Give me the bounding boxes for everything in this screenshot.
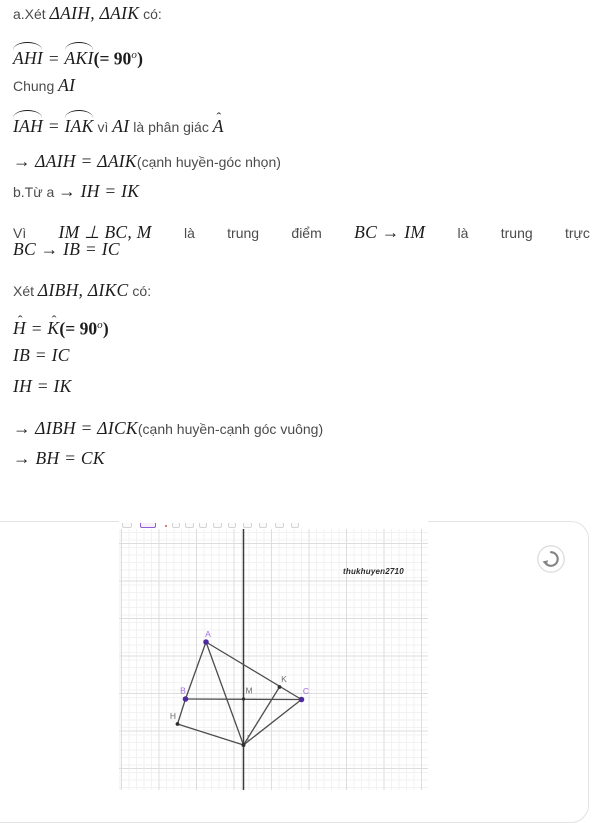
point-I[interactable] (242, 743, 246, 747)
point-K[interactable] (278, 685, 282, 689)
point-C[interactable] (299, 697, 305, 703)
toolbar-icon-fragment (243, 523, 252, 528)
segment-BH (178, 699, 186, 724)
text-run: (= 90 (59, 318, 98, 339)
text-run: IB = IC (13, 345, 70, 365)
point-H[interactable] (176, 722, 180, 726)
widehat-angle: IAK (64, 116, 94, 136)
line-bh-eq-ck (13, 447, 105, 470)
point-label-A: A (205, 629, 211, 639)
segment-CI (244, 700, 302, 746)
text-run: → BH = CK (13, 448, 105, 468)
toolbar-icon-fragment-selected (140, 523, 156, 528)
line-bc-ib-ic (13, 238, 120, 261)
point-label-M: M (245, 685, 253, 696)
line-ahi-aki-90 (13, 44, 143, 67)
point-label-K: K (281, 674, 287, 684)
segment-AI (206, 642, 244, 745)
point-B[interactable] (183, 696, 189, 702)
text-run: ΔIBH, ΔIKC (37, 280, 129, 300)
text-run: a.Xét (13, 6, 50, 22)
text-run: là (457, 225, 469, 241)
text-run: b.Từ a (13, 184, 59, 200)
point-label-H: H (169, 711, 177, 721)
toolbar-icon-fragment (185, 523, 194, 528)
point-M[interactable] (242, 697, 245, 700)
text-run: → IH = IK (58, 181, 140, 201)
text-run: AI (58, 75, 76, 95)
hat-letter: ˆ A (213, 115, 224, 138)
text-run: có: (128, 283, 152, 299)
toolbar-icon-fragment (199, 523, 207, 528)
refresh-icon (537, 545, 565, 573)
text-run: o (131, 49, 138, 61)
widehat-angle: IAH (13, 116, 44, 136)
segment-HI (178, 724, 244, 745)
text-run: là phân giác (129, 119, 213, 135)
text-run: (= 90 (93, 48, 132, 69)
toolbar-icon-fragment (172, 523, 180, 528)
toolbar-icon-fragment (275, 523, 284, 528)
text-run: ΔAIH, ΔAIK (49, 3, 140, 23)
text-run: AI (112, 116, 130, 136)
geometry-canvas[interactable] (119, 529, 428, 790)
toolbar-icon-fragment (122, 523, 132, 528)
point-label-C: C (302, 686, 310, 696)
line-aih-eq-aik (13, 150, 281, 173)
segment-AB (186, 642, 207, 699)
text-run: trung (227, 225, 260, 241)
point-label-I: I (246, 733, 250, 743)
toolbar-icon-fragment (259, 523, 267, 528)
text-run: là (183, 225, 195, 241)
hat-letter: ˆ K (47, 317, 59, 340)
toolbar-icon-fragment (213, 523, 222, 528)
text-run: trung (500, 225, 533, 241)
word-group (354, 221, 425, 245)
text-run: ) (102, 318, 109, 339)
toolbar-icon-fragment (165, 525, 167, 527)
text-run: có: (139, 6, 162, 22)
word-group (501, 222, 533, 245)
line-b-tu-a (13, 180, 139, 203)
watermark: thukhuyen2710 (343, 567, 404, 576)
text-run: = (43, 48, 65, 69)
hat-letter: ˆ H (13, 317, 26, 340)
text-run: điểm (291, 225, 322, 241)
word-group (184, 222, 195, 245)
toolbar-icon-fragment (228, 523, 236, 528)
line-ib-eq-ic (13, 344, 70, 367)
text-run: → ΔIBH = ΔICK (13, 418, 138, 438)
text-run: BC → IM (354, 222, 426, 242)
text-run: → ΔAIH = ΔAIK (13, 151, 137, 171)
applet-toolbar-cutoff (119, 521, 428, 529)
text-run: BC → IB = IC (13, 239, 120, 259)
toolbar-icon-fragment (291, 523, 299, 528)
line-a-xet (13, 2, 162, 25)
text-run: vì (93, 119, 113, 135)
line-ih-eq-ik (13, 375, 72, 398)
text-run: ) (137, 48, 143, 69)
line-h-k-90 (13, 314, 109, 337)
word-group (458, 222, 469, 245)
text-run: (cạnh huyền-góc nhọn) (136, 154, 281, 170)
line-ibh-eq-ick (13, 417, 323, 440)
text-run: = (43, 116, 65, 136)
text-run: IH = IK (13, 376, 72, 396)
text-run: (cạnh huyền-cạnh góc vuông) (137, 421, 324, 437)
line-iah-iak (13, 115, 224, 138)
text-run: Xét (13, 283, 38, 299)
segment-AC (206, 642, 302, 700)
refresh-button[interactable] (537, 545, 565, 573)
word-group (227, 222, 259, 245)
text-run: trực (564, 225, 590, 241)
word-group (291, 222, 321, 245)
text-run: Chung (13, 78, 59, 94)
line-xet-ibh-ikc (13, 279, 151, 302)
point-label-B: B (180, 685, 186, 696)
text-run: Vì (13, 225, 27, 241)
line-chung-ai (13, 74, 75, 97)
word-group (565, 222, 590, 245)
text-run: = (25, 318, 48, 339)
text-run: IM ⊥ BC, M (58, 222, 152, 242)
text-run: o (97, 319, 103, 331)
point-A[interactable] (203, 639, 209, 645)
widehat-angle: AHI (13, 48, 44, 69)
widehat-angle: AKI (64, 48, 94, 69)
